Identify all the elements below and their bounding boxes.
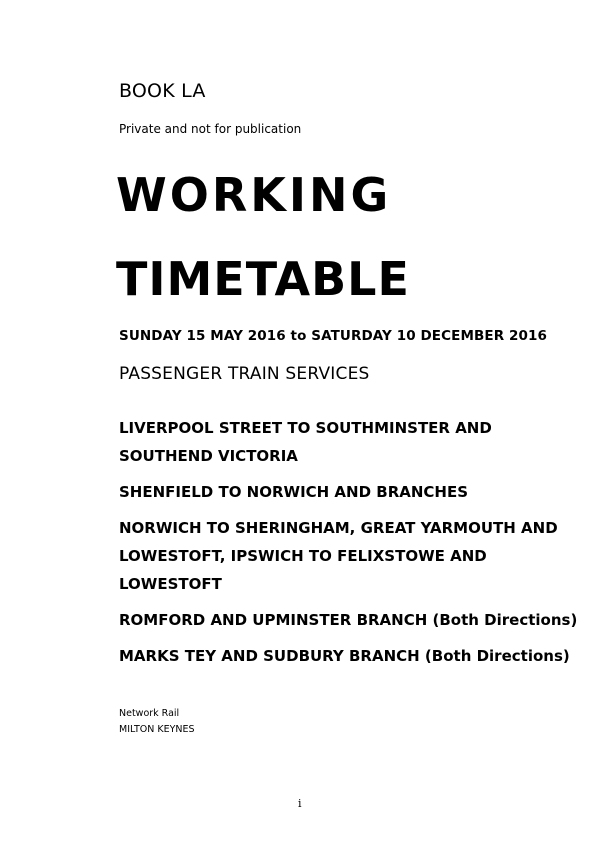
route-item: MARKS TEY AND SUDBURY BRANCH (Both Directions)	[119, 647, 570, 665]
publisher-name: Network Rail	[119, 708, 180, 719]
publisher-block	[119, 706, 195, 738]
page-number: i	[298, 797, 302, 810]
main-title-line-1: WORKING	[116, 168, 392, 222]
publisher-location: MILTON KEYNES	[119, 724, 195, 735]
date-range: SUNDAY 15 MAY 2016 to SATURDAY 10 DECEMBER 2016	[119, 328, 547, 344]
service-type: PASSENGER TRAIN SERVICES	[119, 364, 370, 384]
route-item: SHENFIELD TO NORWICH AND BRANCHES	[119, 483, 469, 501]
book-label: BOOK LA	[119, 80, 206, 102]
route-list	[119, 414, 579, 678]
route-item: ROMFORD AND UPMINSTER BRANCH (Both Directions)	[119, 611, 578, 629]
privacy-note: Private and not for publication	[119, 122, 302, 136]
route-item: LIVERPOOL STREET TO SOUTHMINSTER AND SOUTHEND VICTORIA	[119, 419, 492, 465]
main-title-line-2: TIMETABLE	[116, 252, 410, 306]
route-item: NORWICH TO SHERINGHAM, GREAT YARMOUTH AND LOWESTOFT, IPSWICH TO FELIXSTOWE AND LOWESTOFT	[119, 519, 558, 593]
